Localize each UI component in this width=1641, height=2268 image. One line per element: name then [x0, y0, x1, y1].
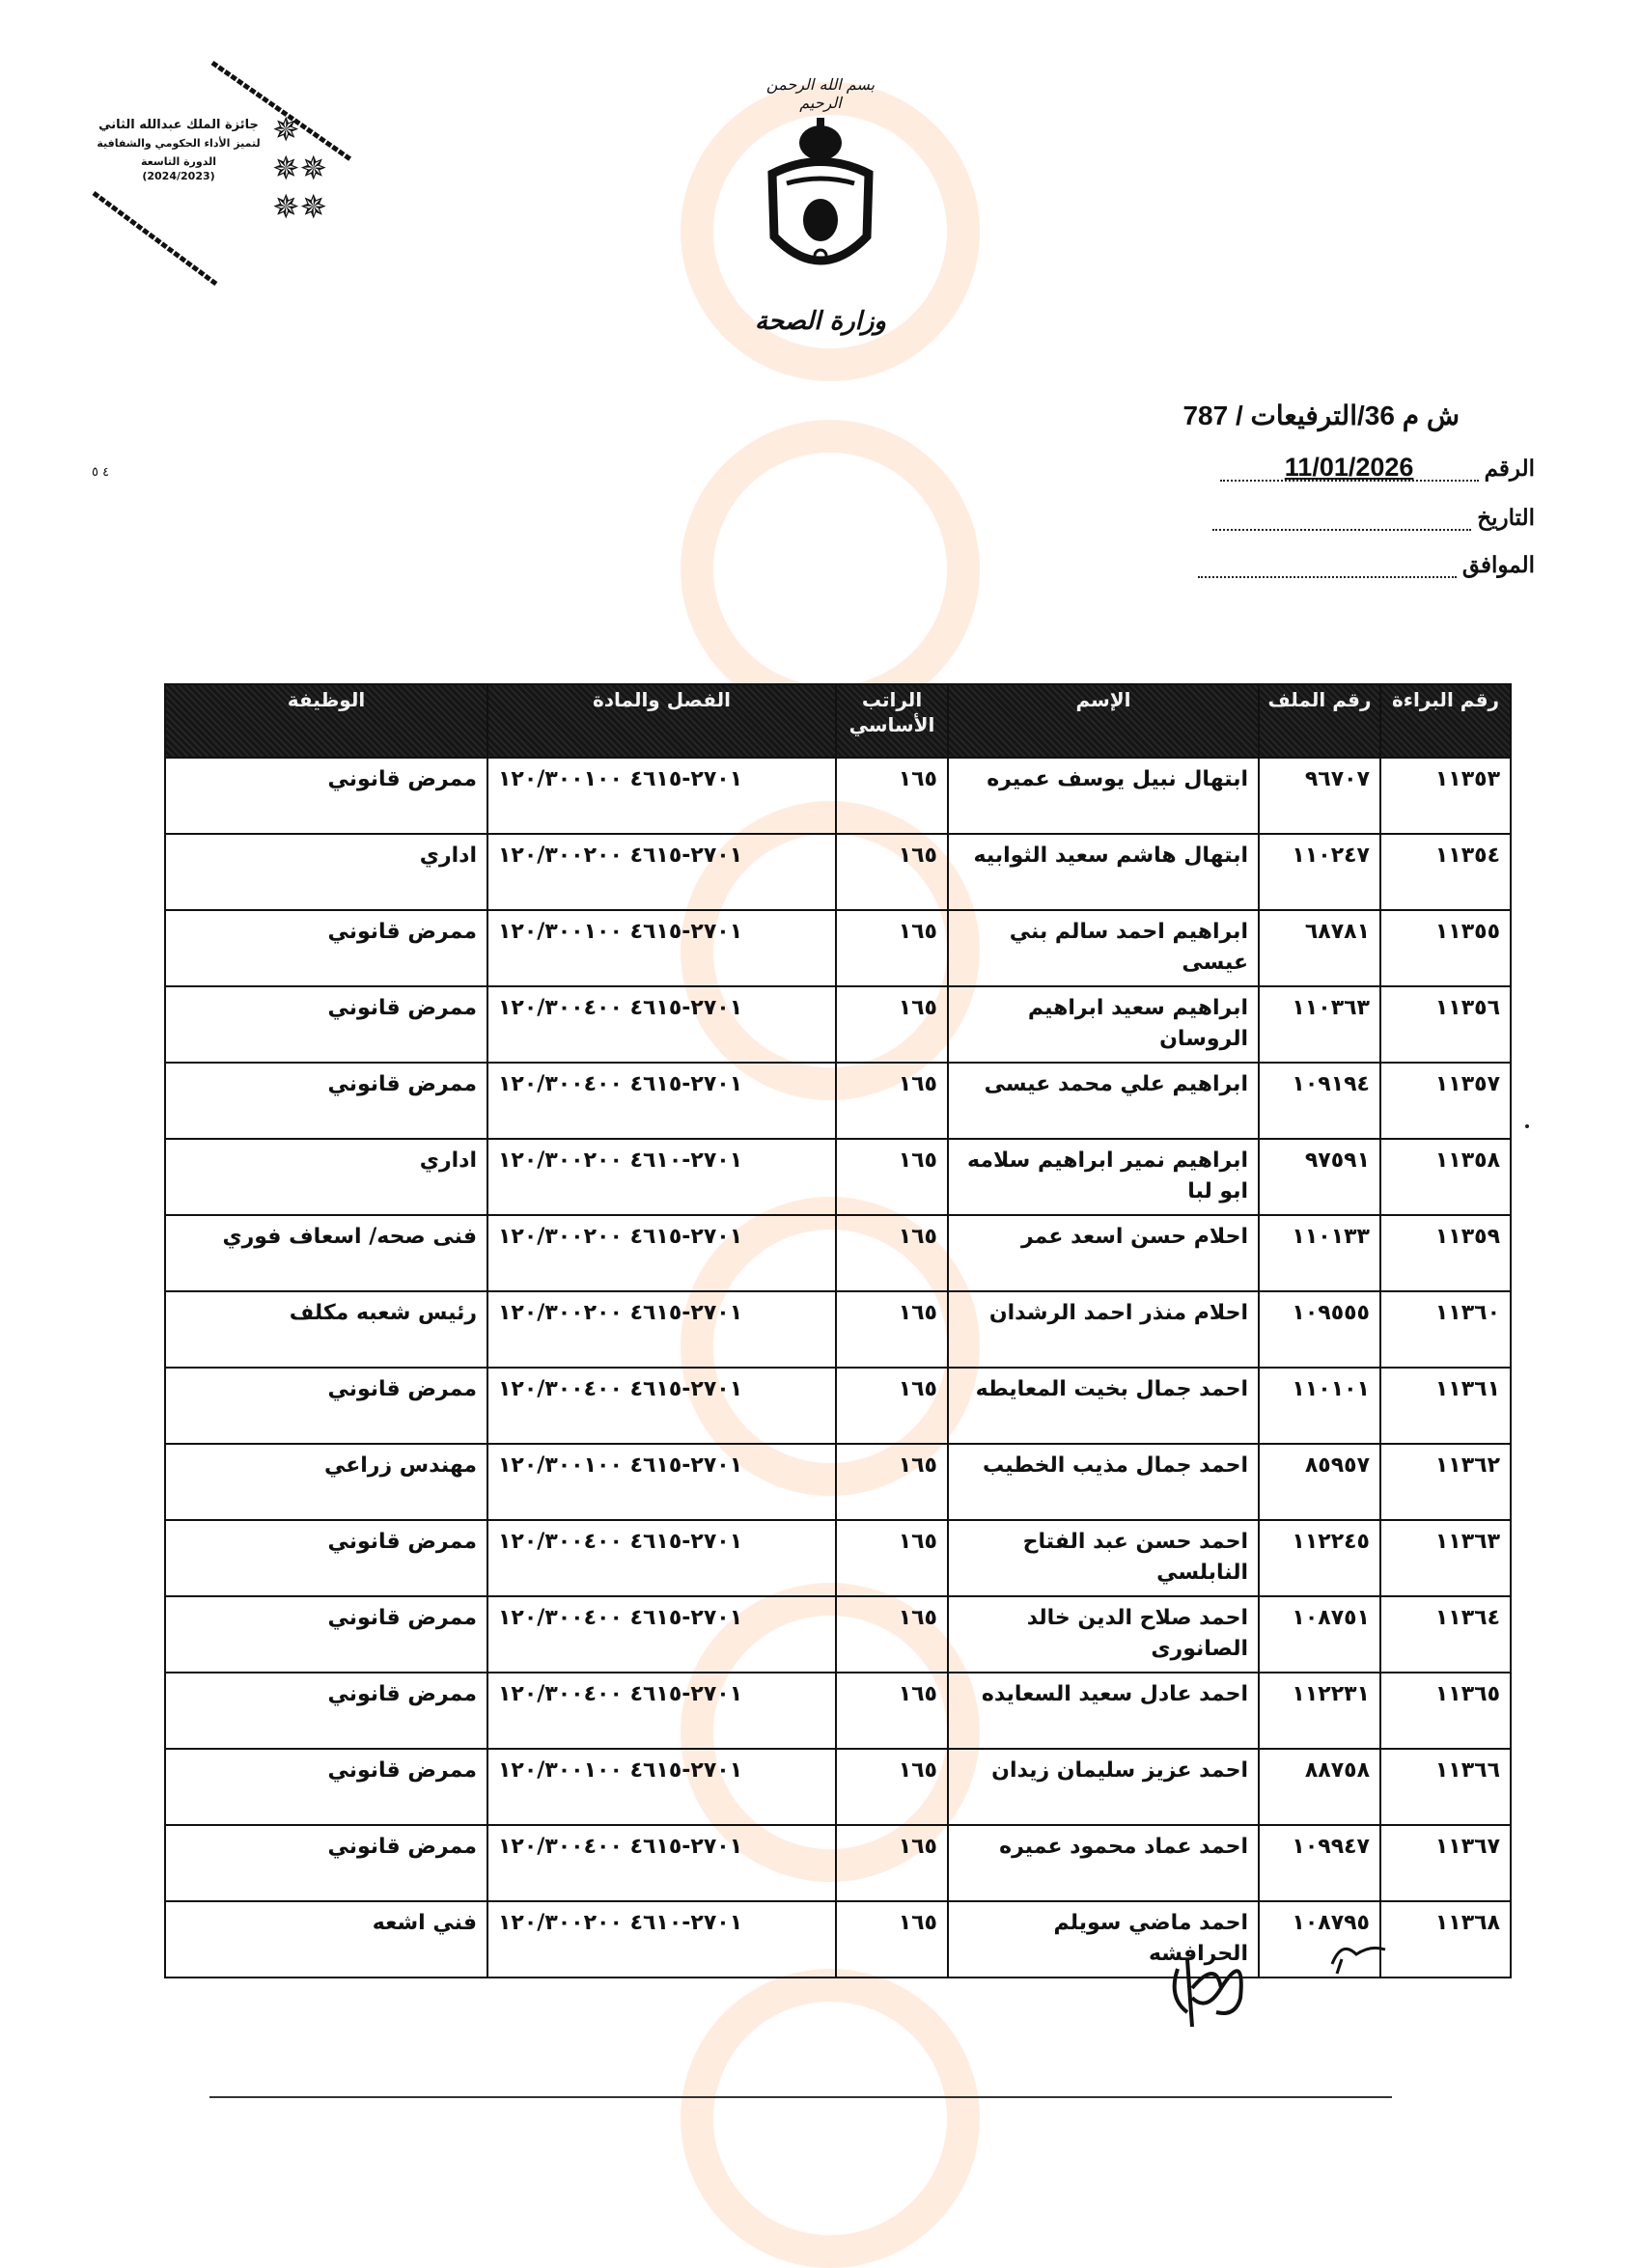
- award-line-3: الدورة التاسعة: [141, 155, 216, 168]
- cell-certificate-number: ١١٣٦٤: [1380, 1596, 1511, 1673]
- date-field: [1212, 505, 1535, 531]
- cell-employee-name: ابتهال هاشم سعيد الثوابيه: [948, 834, 1259, 910]
- cell-basic-salary: ١٦٥: [836, 1291, 948, 1368]
- cell-file-number: ١٠٩١٩٤: [1259, 1063, 1380, 1139]
- cell-employee-name: ابراهيم احمد سالم بني عيسى: [948, 910, 1259, 986]
- cell-file-number: ١٠٨٧٥١: [1259, 1596, 1380, 1673]
- cell-chapter-article: ٢٧٠١-٤٦١٠ ١٢٠/٣٠٠٢٠٠: [487, 1901, 836, 1978]
- cell-chapter-article: ٢٧٠١-٤٦١٥ ١٢٠/٣٠٠٢٠٠: [487, 1215, 836, 1291]
- promotions-table: [164, 683, 1512, 1978]
- table-row: [165, 834, 1511, 910]
- cell-employee-name: احلام حسن اسعد عمر: [948, 1215, 1259, 1291]
- cell-certificate-number: ١١٣٦٠: [1380, 1291, 1511, 1368]
- cell-basic-salary: ١٦٥: [836, 1139, 948, 1215]
- header-file-number: رقم الملف: [1259, 684, 1380, 758]
- cell-certificate-number: ١١٣٥٧: [1380, 1063, 1511, 1139]
- cell-file-number: ١٠٩٥٥٥: [1259, 1291, 1380, 1368]
- table-header-row: [165, 684, 1511, 758]
- cell-job-title: ممرض قانوني: [165, 910, 487, 986]
- cell-file-number: ١١٠١٠١: [1259, 1368, 1380, 1444]
- cell-employee-name: احمد صلاح الدين خالد الصانورى: [948, 1596, 1259, 1673]
- cell-chapter-article: ٢٧٠١-٤٦١٥ ١٢٠/٣٠٠٤٠٠: [487, 1368, 836, 1444]
- date-value: [1212, 506, 1471, 531]
- cell-basic-salary: ١٦٥: [836, 1596, 948, 1673]
- number-value: 11/01/2026: [1220, 456, 1479, 482]
- cell-chapter-article: ٢٧٠١-٤٦١٥ ١٢٠/٣٠٠١٠٠: [487, 758, 836, 834]
- table-row: [165, 1520, 1511, 1596]
- cell-certificate-number: ١١٣٥٨: [1380, 1139, 1511, 1215]
- cell-employee-name: احمد عماد محمود عميره: [948, 1825, 1259, 1901]
- table-row: [165, 1215, 1511, 1291]
- cell-chapter-article: ٢٧٠١-٤٦١٥ ١٢٠/٣٠٠٤٠٠: [487, 1520, 836, 1596]
- cell-employee-name: ابراهيم نمير ابراهيم سلامه ابو لبا: [948, 1139, 1259, 1215]
- cell-job-title: رئيس شعبه مكلف: [165, 1291, 487, 1368]
- cell-certificate-number: ١١٣٥٤: [1380, 834, 1511, 910]
- cell-employee-name: احمد جمال مذيب الخطيب: [948, 1444, 1259, 1520]
- cell-chapter-article: ٢٧٠١-٤٦١٥ ١٢٠/٣٠٠٤٠٠: [487, 986, 836, 1063]
- cell-basic-salary: ١٦٥: [836, 834, 948, 910]
- number-label: الرقم: [1484, 456, 1535, 481]
- table-row: [165, 1673, 1511, 1749]
- cell-job-title: ممرض قانوني: [165, 1596, 487, 1673]
- number-field: [1220, 453, 1535, 482]
- table-row: [165, 1749, 1511, 1825]
- cell-chapter-article: ٢٧٠١-٤٦١٥ ١٢٠/٣٠٠١٠٠: [487, 1444, 836, 1520]
- award-text: [92, 116, 265, 182]
- cell-job-title: ممرض قانوني: [165, 758, 487, 834]
- cell-job-title: ممرض قانوني: [165, 986, 487, 1063]
- table-row: [165, 1825, 1511, 1901]
- table-row: [165, 1139, 1511, 1215]
- table-row: [165, 1368, 1511, 1444]
- cell-certificate-number: ١١٣٥٥: [1380, 910, 1511, 986]
- cell-certificate-number: ١١٣٥٩: [1380, 1215, 1511, 1291]
- cell-basic-salary: ١٦٥: [836, 1825, 948, 1901]
- corresponding-field: [1198, 552, 1535, 578]
- cell-file-number: ٨٨٧٥٨: [1259, 1749, 1380, 1825]
- cell-employee-name: احمد حسن عبد الفتاح النابلسي: [948, 1520, 1259, 1596]
- cell-chapter-article: ٢٧٠١-٤٦١٥ ١٢٠/٣٠٠١٠٠: [487, 910, 836, 986]
- ministry-name: وزارة الصحة: [755, 307, 886, 336]
- handwritten-signature: [1149, 1921, 1419, 2036]
- cell-job-title: ممرض قانوني: [165, 1063, 487, 1139]
- stray-dot: [1525, 1124, 1529, 1128]
- header-job-title: الوظيفة: [165, 684, 487, 758]
- date-label: التاريخ: [1477, 505, 1535, 530]
- table-row: [165, 1063, 1511, 1139]
- cell-job-title: ممرض قانوني: [165, 1749, 487, 1825]
- cell-employee-name: احمد ماضي سويلم الحرافشه: [948, 1901, 1259, 1978]
- cell-job-title: فني اشعه: [165, 1901, 487, 1978]
- cell-chapter-article: ٢٧٠١-٤٦١٥ ١٢٠/٣٠٠١٠٠: [487, 1749, 836, 1825]
- basmala: بسم الله الرحمن الرحيم: [765, 75, 876, 112]
- cell-employee-name: احمد جمال بخيت المعايطه: [948, 1368, 1259, 1444]
- cell-file-number: ١١٠١٣٣: [1259, 1215, 1380, 1291]
- cell-basic-salary: ١٦٥: [836, 758, 948, 834]
- cell-basic-salary: ١٦٥: [836, 1901, 948, 1978]
- footer-line: [209, 2096, 1392, 2098]
- seven-point-star-icon: ✵ ✵✵ ✵✵: [272, 111, 327, 227]
- cell-file-number: ١١٠٢٤٧: [1259, 834, 1380, 910]
- cell-job-title: اداري: [165, 1139, 487, 1215]
- cell-file-number: ١٠٩٩٤٧: [1259, 1825, 1380, 1901]
- table-row: [165, 1291, 1511, 1368]
- cell-file-number: ٩٧٥٩١: [1259, 1139, 1380, 1215]
- cell-job-title: ممرض قانوني: [165, 1673, 487, 1749]
- cell-chapter-article: ٢٧٠١-٤٦١٠ ١٢٠/٣٠٠٢٠٠: [487, 1139, 836, 1215]
- stray-mark: ٤ ٥: [92, 465, 110, 480]
- cell-job-title: اداري: [165, 834, 487, 910]
- cell-basic-salary: ١٦٥: [836, 1368, 948, 1444]
- table-row: [165, 1444, 1511, 1520]
- cell-chapter-article: ٢٧٠١-٤٦١٥ ١٢٠/٣٠٠٤٠٠: [487, 1825, 836, 1901]
- award-line-1: جائزة الملك عبدالله الثاني: [98, 118, 259, 132]
- cell-file-number: ٩٦٧٠٧: [1259, 758, 1380, 834]
- cell-certificate-number: ١١٣٦٨: [1380, 1901, 1511, 1978]
- table-row: [165, 1596, 1511, 1673]
- header-basic-salary: الراتب الأساسي: [836, 684, 948, 758]
- cell-file-number: ٨٥٩٥٧: [1259, 1444, 1380, 1520]
- cell-basic-salary: ١٦٥: [836, 1215, 948, 1291]
- cell-file-number: ٦٨٧٨١: [1259, 910, 1380, 986]
- cell-file-number: ١١٢٢٣١: [1259, 1673, 1380, 1749]
- cell-certificate-number: ١١٣٥٣: [1380, 758, 1511, 834]
- table-row: [165, 986, 1511, 1063]
- cell-basic-salary: ١٦٥: [836, 986, 948, 1063]
- cell-basic-salary: ١٦٥: [836, 1749, 948, 1825]
- jordan-coat-of-arms-icon: [763, 116, 878, 280]
- cell-employee-name: ابتهال نبيل يوسف عميره: [948, 758, 1259, 834]
- cell-job-title: ممرض قانوني: [165, 1520, 487, 1596]
- cell-certificate-number: ١١٣٥٦: [1380, 986, 1511, 1063]
- cell-basic-salary: ١٦٥: [836, 1520, 948, 1596]
- cell-basic-salary: ١٦٥: [836, 1444, 948, 1520]
- cell-basic-salary: ١٦٥: [836, 910, 948, 986]
- cell-job-title: ممرض قانوني: [165, 1368, 487, 1444]
- cell-basic-salary: ١٦٥: [836, 1063, 948, 1139]
- cell-certificate-number: ١١٣٦٢: [1380, 1444, 1511, 1520]
- cell-certificate-number: ١١٣٦٣: [1380, 1520, 1511, 1596]
- award-line-4: (2024/2023): [142, 170, 215, 182]
- cell-job-title: مهندس زراعي: [165, 1444, 487, 1520]
- table-row: [165, 758, 1511, 834]
- table-row: [165, 910, 1511, 986]
- corresponding-value: [1198, 553, 1457, 578]
- header-name: الإسم: [948, 684, 1259, 758]
- reference-number: ش م 36/الترفيعات / 787: [1182, 401, 1460, 430]
- cell-file-number: ١١٠٣٦٣: [1259, 986, 1380, 1063]
- cell-chapter-article: ٢٧٠١-٤٦١٥ ١٢٠/٣٠٠٤٠٠: [487, 1673, 836, 1749]
- cell-chapter-article: ٢٧٠١-٤٦١٥ ١٢٠/٣٠٠٤٠٠: [487, 1596, 836, 1673]
- cell-file-number: ١١٢٢٤٥: [1259, 1520, 1380, 1596]
- cell-file-number: ١٠٨٧٩٥: [1259, 1901, 1380, 1978]
- corresponding-label: الموافق: [1461, 552, 1535, 577]
- cell-certificate-number: ١١٣٦٥: [1380, 1673, 1511, 1749]
- cell-employee-name: احمد عزيز سليمان زيدان: [948, 1749, 1259, 1825]
- cell-basic-salary: ١٦٥: [836, 1673, 948, 1749]
- cell-employee-name: احمد عادل سعيد السعايده: [948, 1673, 1259, 1749]
- cell-chapter-article: ٢٧٠١-٤٦١٥ ١٢٠/٣٠٠٢٠٠: [487, 1291, 836, 1368]
- cell-certificate-number: ١١٣٦٧: [1380, 1825, 1511, 1901]
- header-chapter-article: الفصل والمادة: [487, 684, 836, 758]
- cell-certificate-number: ١١٣٦٦: [1380, 1749, 1511, 1825]
- cell-employee-name: ابراهيم علي محمد عيسى: [948, 1063, 1259, 1139]
- cell-job-title: فنى صحه/ اسعاف فوري: [165, 1215, 487, 1291]
- cell-certificate-number: ١١٣٦١: [1380, 1368, 1511, 1444]
- cell-job-title: ممرض قانوني: [165, 1825, 487, 1901]
- cell-employee-name: احلام منذر احمد الرشدان: [948, 1291, 1259, 1368]
- cell-chapter-article: ٢٧٠١-٤٦١٥ ١٢٠/٣٠٠٢٠٠: [487, 834, 836, 910]
- cell-employee-name: ابراهيم سعيد ابراهيم الروسان: [948, 986, 1259, 1063]
- cell-chapter-article: ٢٧٠١-٤٦١٥ ١٢٠/٣٠٠٤٠٠: [487, 1063, 836, 1139]
- award-line-2: لتميز الأداء الحكومي والشفافية: [97, 137, 261, 150]
- header-certificate-number: رقم البراءة: [1380, 684, 1511, 758]
